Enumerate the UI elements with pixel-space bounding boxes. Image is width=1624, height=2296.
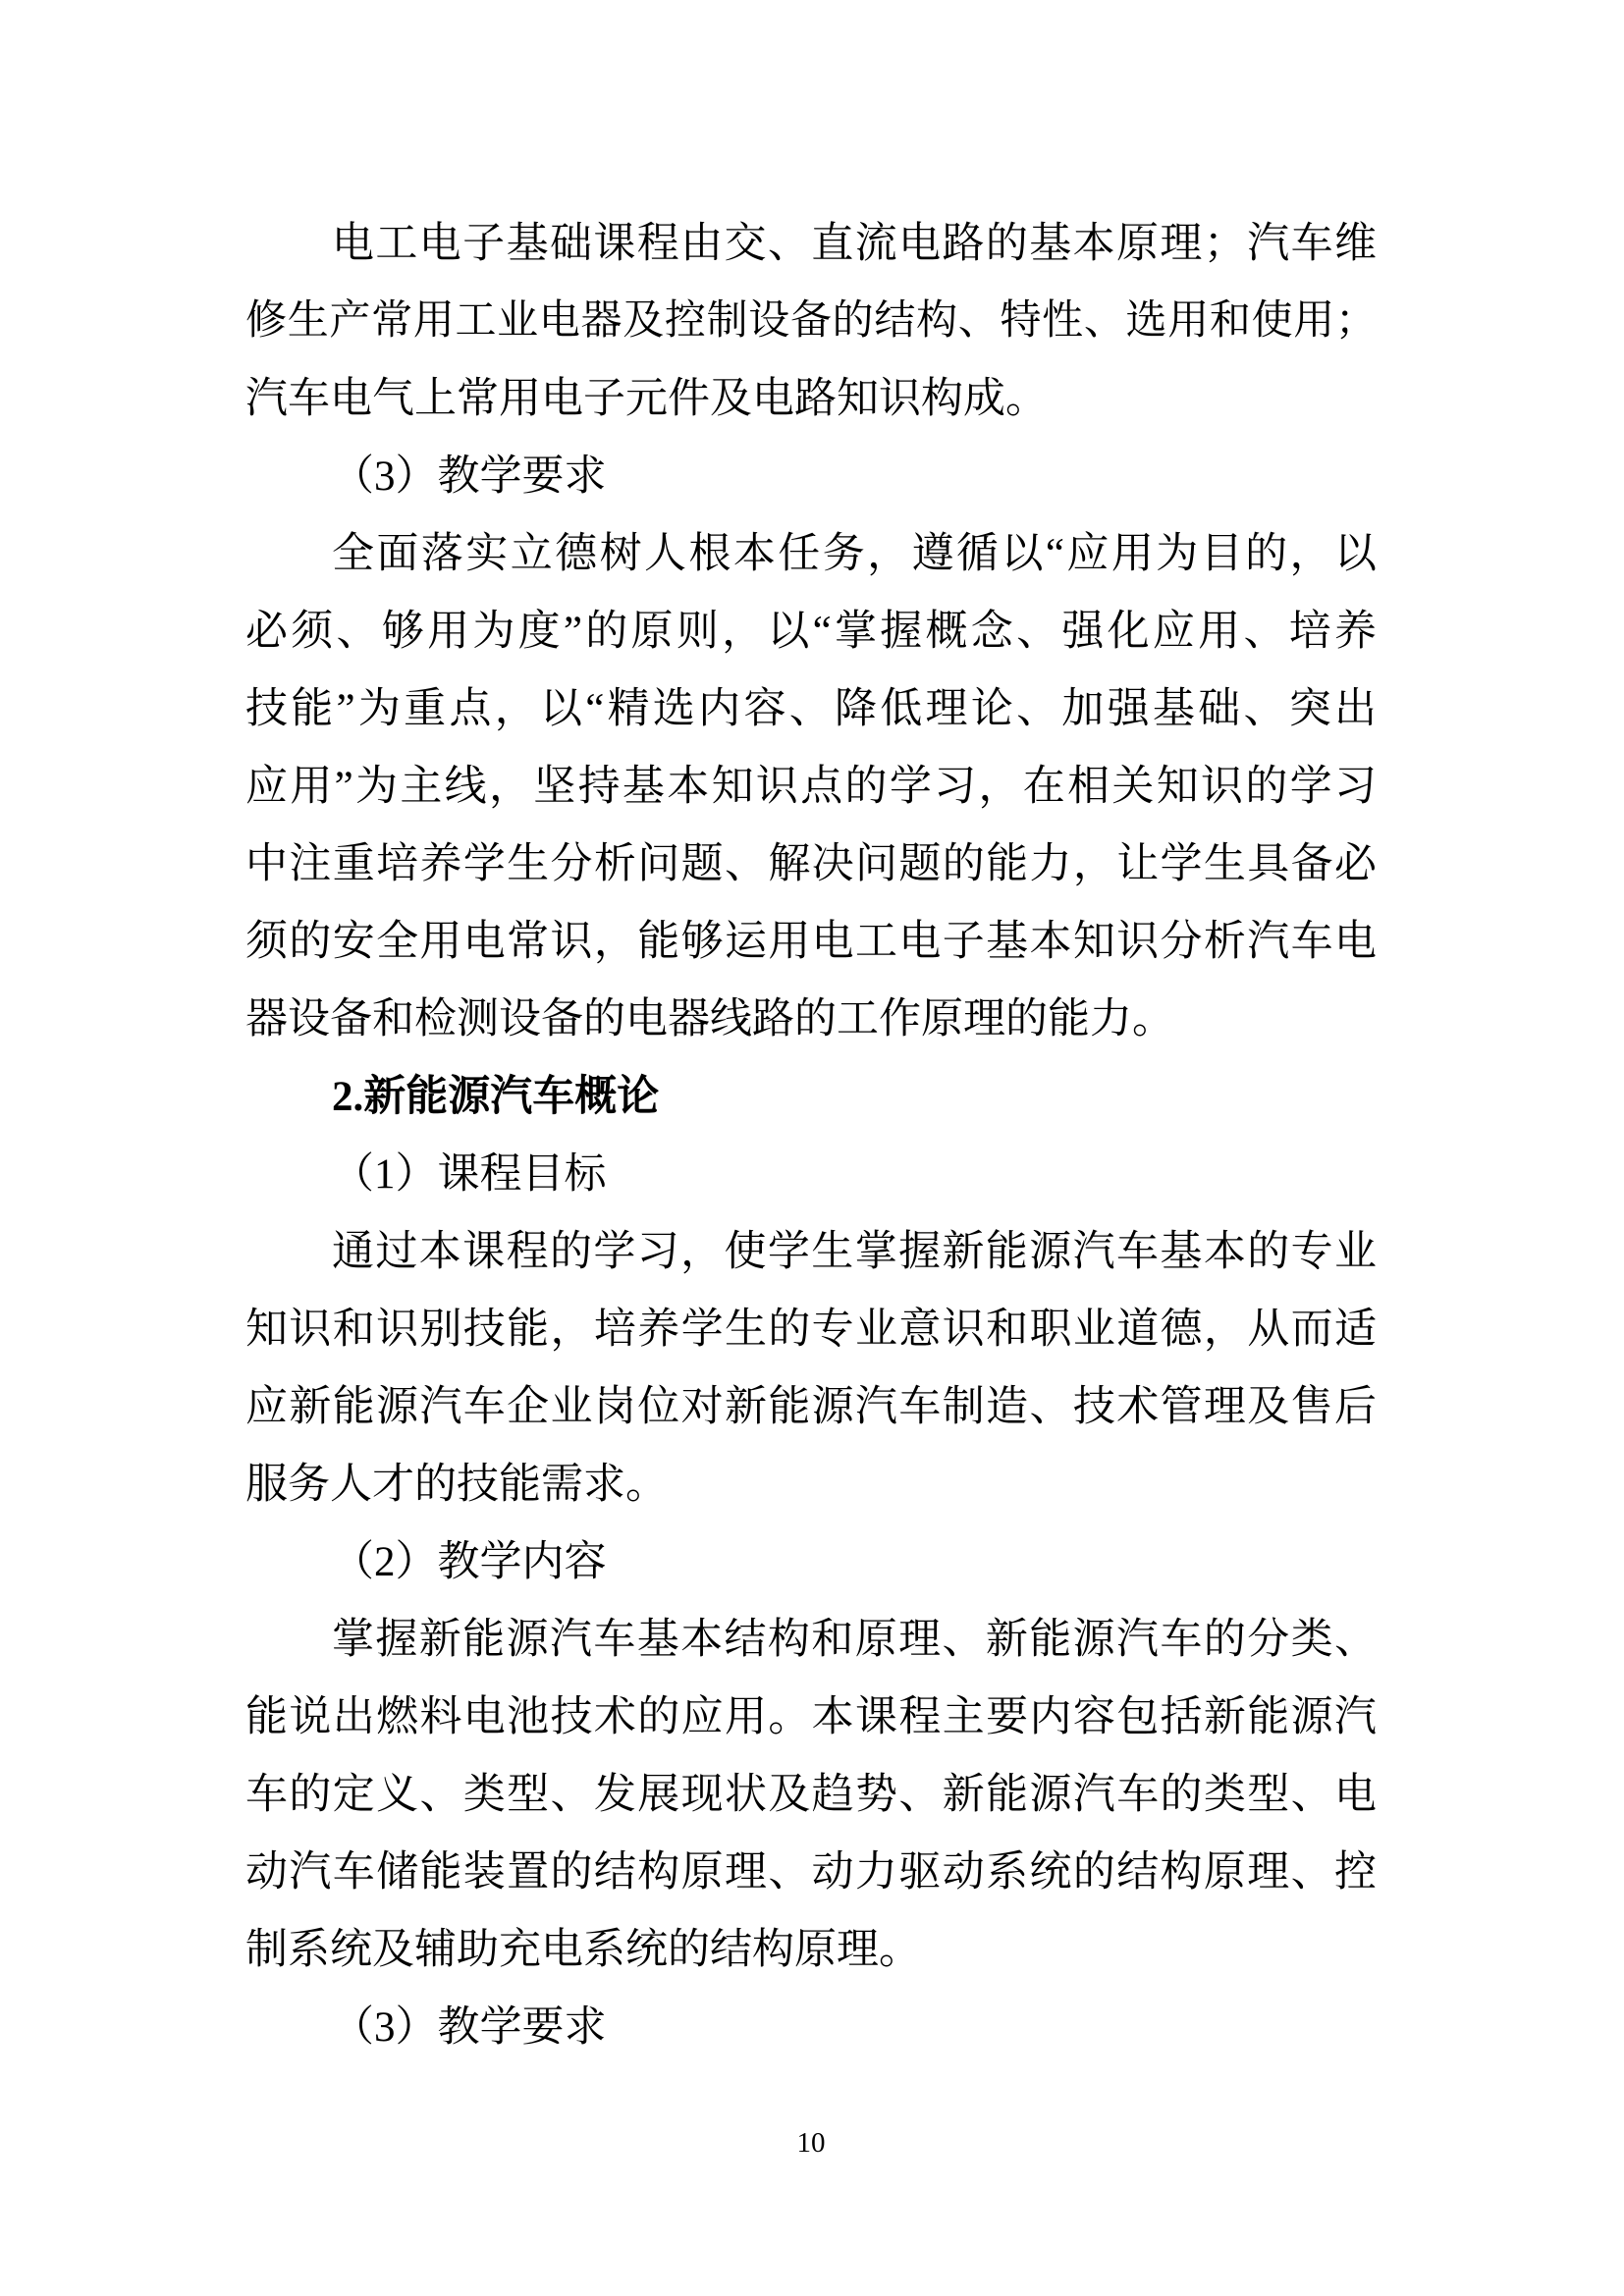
text-line: 掌握新能源汽车基本结构和原理、新能源汽车的分类、	[332, 1617, 1377, 1663]
text-line: 全面落实立德树人根本任务，遵循以“应用为目的，以	[332, 531, 1377, 577]
text-line: 中注重培养学生分析问题、解决问题的能力，让学生具备必	[245, 841, 1377, 887]
text-line: 2.新能源汽车概论	[332, 1074, 660, 1120]
text-line: 能说出燃料电池技术的应用。本课程主要内容包括新能源汽	[245, 1694, 1377, 1740]
text-line: 车的定义、类型、发展现状及趋势、新能源汽车的类型、电	[245, 1772, 1377, 1818]
text-line: 动汽车储能装置的结构原理、动力驱动系统的结构原理、控	[245, 1849, 1377, 1896]
text-line: （3）教学要求	[332, 454, 607, 500]
text-line: 应用”为主线，坚持基本知识点的学习，在相关知识的学习	[245, 764, 1377, 810]
text-line: 电工电子基础课程由交、直流电路的基本原理；汽车维	[332, 221, 1377, 267]
text-line: 应新能源汽车企业岗位对新能源汽车制造、技术管理及售后	[245, 1384, 1377, 1430]
text-line: 服务人才的技能需求。	[245, 1462, 668, 1508]
text-line: 技能”为重点，以“精选内容、降低理论、加强基础、突出	[245, 686, 1377, 732]
text-line: 汽车电气上常用电子元件及电路知识构成。	[245, 376, 1048, 422]
text-line: 须的安全用电常识，能够运用电工电子基本知识分析汽车电	[245, 919, 1377, 965]
text-line: （1）课程目标	[332, 1151, 607, 1198]
text-line: 制系统及辅助充电系统的结构原理。	[245, 1927, 921, 1973]
text-line: （2）教学内容	[332, 1539, 607, 1585]
text-line: （3）教学要求	[332, 2004, 607, 2051]
text-line: 修生产常用工业电器及控制设备的结构、特性、选用和使用；	[245, 298, 1377, 344]
text-line: 必须、够用为度”的原则，以“掌握概念、强化应用、培养	[245, 609, 1377, 655]
text-line: 器设备和检测设备的电器线路的工作原理的能力。	[245, 996, 1174, 1042]
text-line: 通过本课程的学习，使学生掌握新能源汽车基本的专业	[332, 1229, 1377, 1275]
page-number: 10	[796, 2127, 826, 2159]
text-line: 知识和识别技能，培养学生的专业意识和职业道德，从而适	[245, 1307, 1377, 1353]
text-block	[245, 205, 1377, 2066]
